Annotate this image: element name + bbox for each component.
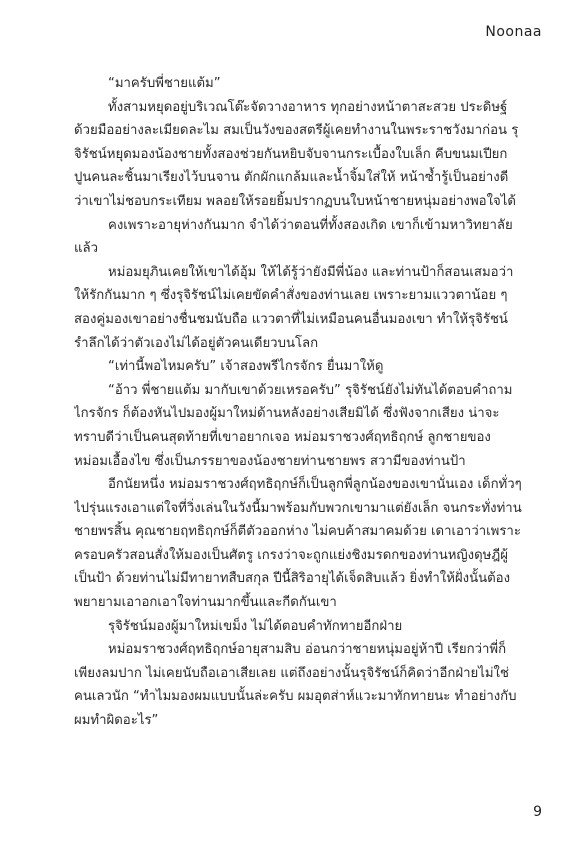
paragraph: รุจิรัชน์มองผู้มาใหม่เขม็ง ไม่ได้ตอบคำทักทายอีกฝ่าย — [108, 618, 403, 634]
paragraph: หม่อมราชวงศ์ฤทธิฤกษ์อายุสามสิบ อ่อนกว่าชายหนุ่มอยู่ห้าปี เรียกว่าพี่ก็เพียงลมปาก ไม่เคยนับถือเอาเสียเลย แต่ถึงอย่างนั้นรุจิรัชน์ก็คิดว่าอีกฝ่ายไม่ใช่คนเลวนัก “ทำไมมองผมแบบนั้นล่ะครับ ผมอุตส่าห์แวะมาทักทายนะ ทำอย่างกับผมทำผิดอะไร” — [74, 642, 517, 729]
paragraph: “เท่านี้พอไหมครับ” เจ้าสองพรีไกรจักร ยื่นมาให้ดู — [108, 359, 384, 375]
paragraph: หม่อมยุภินเคยให้เขาได้อุ้ม ให้ได้รู้ว่ายังมีพี่น้อง และท่านป้าก็สอนเสมอว่าให้รักกันมาก ๆ ซึ่งรุจิรัชน์ไม่เคยขัดคำสั่งของท่านเลย เพราะยามแววตาน้อย ๆ สองคู่มองเขาอย่างชื่นชมนับถือ แววตาที่ไม่เหมือนคนอื่นมองเขา ทำให้รุจิรัชน์รำลึกได้ว่าตัวเองไม่ได้อยู่ตัวคนเดียวบนโลก — [74, 264, 514, 351]
body-text — [74, 72, 522, 807]
paragraph: “อ้าว พี่ชายแต้ม มากับเขาด้วยเหรอครับ” รุจิรัชน์ยังไม่ทันได้ตอบคำถามไกรจักร ก็ต้องหันไปมองผู้มาใหม่ด้านหลังอย่างเสียมิได้ ซึ่งฟังจากเสียง น่าจะทราบดีว่าเป็นคนสุดท้ายที่เขาอยากเจอ หม่อมราชวงศ์ฤทธิฤกษ์ ลูกชายของหม่อมเอื้องไข ซึ่งเป็นภรรยาของน้องชายท่านชายพร สวามีของท่านป้า — [74, 382, 513, 469]
paragraph: ทั้งสามหยุดอยู่บริเวณโต๊ะจัดวางอาหาร ทุกอย่างหน้าตาสะสวย ประดิษฐ์ด้วยมืออย่างละเมียดละไม สมเป็นวังของสตรีผู้เคยทำงานในพระราชวังมาก่อน รุจิรัชน์หยุดมองน้องชายทั้งสองช่วยกันหยิบจับจานกระเบื้องใบเล็ก คีบขนมเปียกปูนคนละชิ้นมาเรียงไว้บนจาน ตักผักแกล้มและน้ำจิ้มใส่ให้ หน้าซ้ำรู้เป็นอย่างดีว่าเขาไม่ชอบกระเทียม พลอยให้รอยยิ้มปรากฏบนใบหน้าชายหนุ่มอย่างพอใจได้ — [74, 99, 519, 209]
paragraph: อีกนัยหนึ่ง หม่อมราชวงศ์ฤทธิฤกษ์ก็เป็นลูกพี่ลูกน้องของเขานั่นเอง เด็กทั่วๆ ไปรุ่นแรงเอาแต่ใจที่วิ่งเล่นในวังนี้มาพร้อมกับพวกเขามาแต่ยังเล็ก จนกระทั่งท่านชายพรสิ้น คุณชายฤทธิฤกษ์ก็ตีตัวออกห่าง ไม่คบค้าสมาคมด้วย เดาเอาว่าเพราะครอบครัวสอนสั่งให้มองเป็นศัตรู เกรงว่าจะถูกแย่งชิงมรดกของท่านหญิงดุษฎีผู้เป็นป้า ด้วยท่านไม่มีทายาทสืบสกุล ปีนี้สิริอายุได้เจ็ดสิบแล้ว ยิ่งทำให้ฝั่งนั้นต้องพยายามเอาอกเอาใจท่านมากขึ้นและกีดกันเขา — [74, 477, 522, 611]
paragraph: คงเพราะอายุห่างกันมาก จำได้ว่าตอนที่ทั้งสองเกิด เขาก็เข้ามหาวิทยาลัยแล้ว — [74, 217, 513, 257]
page-number: 9 — [533, 804, 542, 820]
paragraph: “มาครับพี่ชายแต้ม” — [108, 76, 221, 91]
running-head: Noonaa — [485, 24, 542, 40]
